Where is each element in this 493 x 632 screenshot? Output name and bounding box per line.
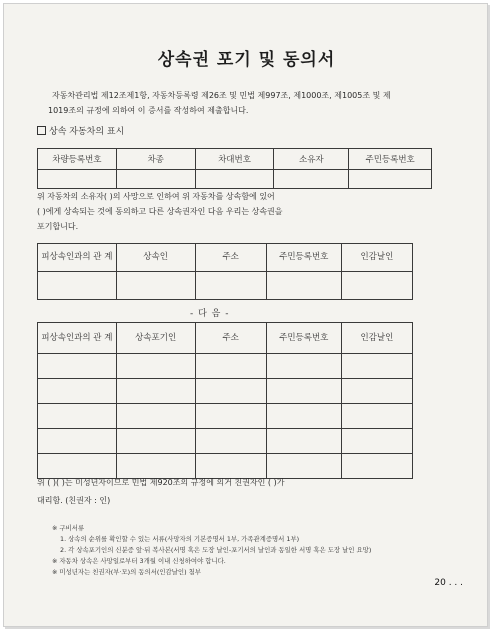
guardian-line-1: 위 ( )( )는 미성년자이므로 민법 제920조의 규정에 의거 친권자인 ( )가 — [37, 478, 285, 487]
column-header: 차량등록번호 — [38, 149, 117, 170]
table-cell[interactable] — [195, 429, 266, 454]
heir-table — [37, 243, 413, 300]
guardian-line-2: 대리함. (친권자 : 인) — [37, 496, 111, 505]
table-cell[interactable] — [116, 379, 195, 404]
waiver-table — [37, 322, 413, 479]
column-header: 인감날인 — [341, 323, 412, 354]
note-item: ※ 자동차 상속은 사망일로부터 3개월 이내 신청하여야 합니다. — [52, 557, 226, 565]
table-row — [38, 429, 413, 454]
column-header: 주소 — [195, 244, 266, 272]
table-row — [38, 272, 413, 300]
table-cell[interactable] — [274, 170, 349, 189]
table-row — [38, 404, 413, 429]
vehicle-table — [37, 148, 432, 189]
document-title: 상속권 포기 및 동의서 — [157, 50, 336, 70]
table-cell[interactable] — [38, 404, 117, 429]
table-cell[interactable] — [116, 272, 195, 300]
column-header: 상속포기인 — [116, 323, 195, 354]
guardian-statement — [37, 475, 284, 508]
statement-line-3: 포기합니다. — [37, 222, 79, 231]
note-item: 2. 각 상속포기인의 신분증 앞·뒤 복사본(서명 혹은 도장 날인-포기서의 날인과 동일한 서명 혹은 도장 날인 요망) — [60, 546, 372, 554]
table-header-row — [38, 149, 432, 170]
note-item: 1. 상속의 순위를 확인할 수 있는 서류(사망자의 기본증명서 1부, 가족관계증명서 1부) — [60, 535, 300, 543]
table-row — [38, 379, 413, 404]
table-cell[interactable] — [116, 404, 195, 429]
notes-heading: ※ 구비서류 — [52, 524, 85, 532]
table-cell[interactable] — [266, 354, 341, 379]
intro-line-2: 1019조의 규정에 의하여 이 증서를 작성하여 제출합니다. — [48, 106, 249, 115]
table-row — [38, 354, 413, 379]
table-cell[interactable] — [341, 354, 412, 379]
column-header: 주소 — [195, 323, 266, 354]
table-cell[interactable] — [116, 354, 195, 379]
date-line: 20 . . . — [434, 578, 463, 588]
intro-line-1: 자동차관리법 제12조제1항, 자동차등록령 제26조 및 민법 제997조, 제1000조, 제1005조 및 제 — [52, 91, 391, 100]
table-cell[interactable] — [266, 272, 341, 300]
table-cell[interactable] — [38, 354, 117, 379]
table-cell[interactable] — [38, 379, 117, 404]
table-cell[interactable] — [266, 429, 341, 454]
column-header: 인감날인 — [341, 244, 412, 272]
notes-section — [52, 523, 371, 578]
note-item: ※ 미성년자는 친권자(부·모)의 동의서(인감날인) 첨부 — [52, 568, 201, 576]
table-cell[interactable] — [116, 170, 195, 189]
table-cell[interactable] — [38, 429, 117, 454]
column-header: 소유자 — [274, 149, 349, 170]
statement-line-2: ( )에게 상속되는 것에 동의하고 다른 상속권자인 다음 우리는 상속권을 — [37, 207, 283, 216]
table-header-row — [38, 244, 413, 272]
table-cell[interactable] — [195, 379, 266, 404]
table-cell[interactable] — [349, 170, 432, 189]
table-cell[interactable] — [341, 454, 412, 479]
checkbox-icon — [37, 126, 46, 135]
statement-line-1: 위 자동차의 소유자( )의 사망으로 인하여 위 자동차를 상속함에 있어 — [37, 192, 275, 201]
column-header: 피상속인과의 관 계 — [38, 323, 117, 354]
table-cell[interactable] — [38, 170, 117, 189]
column-header: 피상속인과의 관 계 — [38, 244, 117, 272]
table-cell[interactable] — [341, 429, 412, 454]
table-row — [38, 170, 432, 189]
table-cell[interactable] — [195, 404, 266, 429]
table-cell[interactable] — [38, 272, 117, 300]
table-cell[interactable] — [266, 404, 341, 429]
separator-label: - 다 음 - — [190, 309, 230, 319]
table-cell[interactable] — [341, 379, 412, 404]
section-heading — [37, 125, 124, 140]
column-header: 상속인 — [116, 244, 195, 272]
table-cell[interactable] — [341, 404, 412, 429]
column-header: 차종 — [116, 149, 195, 170]
column-header: 주민등록번호 — [266, 323, 341, 354]
column-header: 차대번호 — [195, 149, 274, 170]
column-header: 주민등록번호 — [266, 244, 341, 272]
table-cell[interactable] — [195, 272, 266, 300]
intro-paragraph — [48, 88, 391, 118]
table-cell[interactable] — [341, 272, 412, 300]
table-cell[interactable] — [195, 354, 266, 379]
owner-statement — [37, 189, 283, 234]
table-cell[interactable] — [266, 379, 341, 404]
table-cell[interactable] — [116, 429, 195, 454]
table-cell[interactable] — [195, 170, 274, 189]
table-header-row — [38, 323, 413, 354]
column-header: 주민등록번호 — [349, 149, 432, 170]
section-title: 상속 자동차의 표시 — [49, 127, 125, 137]
